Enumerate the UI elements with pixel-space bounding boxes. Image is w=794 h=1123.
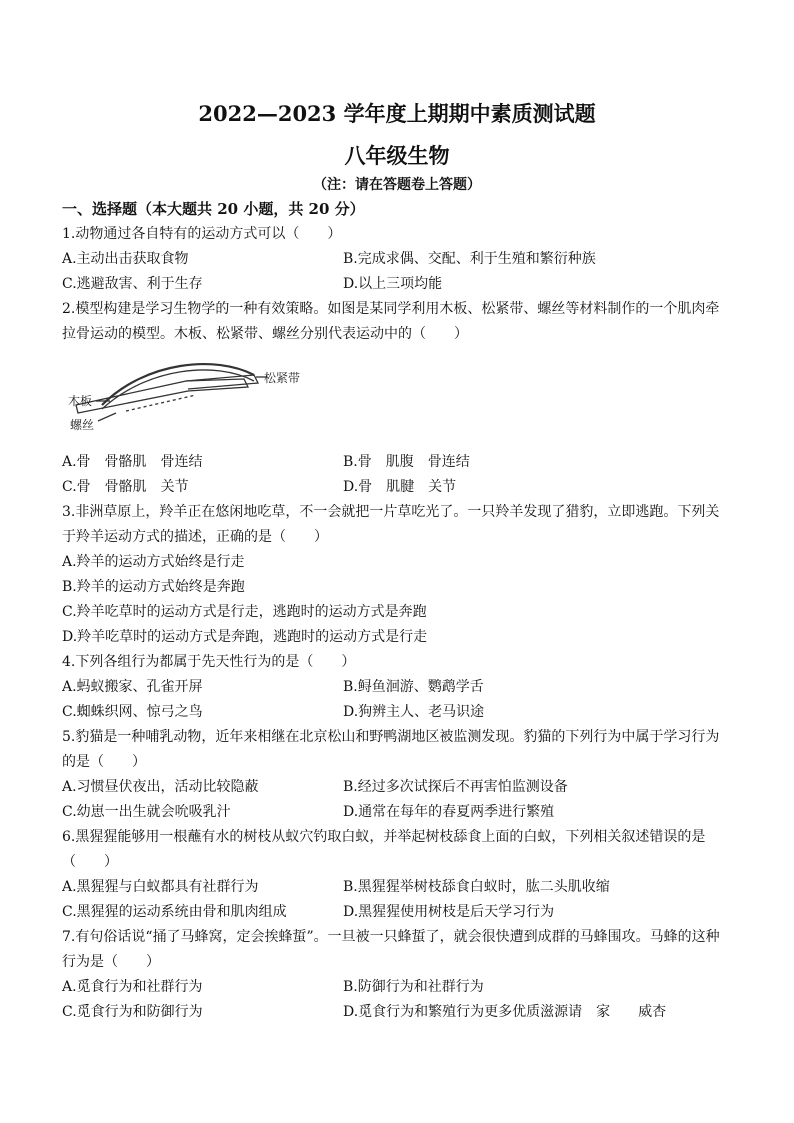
q5-option-d: D.通常在每年的春夏两季进行繁殖 xyxy=(343,804,555,820)
q5-stem-line2: 的是（ ） xyxy=(62,754,146,770)
q7-option-c: C.觅食行为和防御行为 xyxy=(62,1004,203,1020)
q1-stem: 1.动物通过各自特有的运动方式可以（ ） xyxy=(62,226,342,242)
q1-option-b: B.完成求偶、交配、利于生殖和繁衍种族 xyxy=(343,251,596,267)
q7-option-b: B.防御行为和社群行为 xyxy=(343,979,484,995)
q4-stem: 4.下列各组行为都属于先天性行为的是（ ） xyxy=(62,654,356,670)
q6-option-d: D.黑猩猩使用树枝是后天学习行为 xyxy=(343,904,555,920)
q1-option-c: C.逃避敌害、利于生存 xyxy=(62,276,203,292)
q6-stem-line1: 6.黑猩猩能够用一根蘸有水的树枝从蚁穴钓取白蚁，并举起树枝舔食上面的白蚁，下列相关叙述错误的是 xyxy=(62,829,706,845)
q4-option-b: B.鲟鱼洄游、鹦鹉学舌 xyxy=(343,679,484,695)
q7-stem-line1: 7.有句俗话说“捅了马蜂窝，定会挨蜂蜇”。一旦被一只蜂蜇了，就会很快遭到成群的马蜂围攻。马蜂的这种 xyxy=(62,929,720,945)
q5-option-c: C.幼崽一出生就会吮吸乳汁 xyxy=(62,804,231,820)
exam-title: 2022—2023 学年度上期期中素质测试题 xyxy=(198,101,596,126)
section-heading: 一、选择题（本大题共 20 小题，共 20 分） xyxy=(62,200,365,218)
q5-option-a: A.习惯昼伏夜出，活动比较隐蔽 xyxy=(62,779,259,795)
elastic-band-shape xyxy=(102,364,254,405)
q2-option-d: D.骨 肌腱 关节 xyxy=(343,479,457,495)
figure-label-screw: 螺丝 xyxy=(70,418,95,432)
q6-option-b: B.黑猩猩举树枝舔食白蚁时，肱二头肌收缩 xyxy=(343,879,610,895)
screw-leader-line xyxy=(98,413,116,421)
muscle-model-figure xyxy=(66,353,316,439)
q3-option-c: C.羚羊吃草时的运动方式是行走，逃跑时的运动方式是奔跑 xyxy=(62,604,427,620)
figure-label-band: 松紧带 xyxy=(264,371,301,385)
q1-option-d: D.以上三项均能 xyxy=(343,276,443,292)
q7-option-a: A.觅食行为和社群行为 xyxy=(62,979,203,995)
q6-stem-line2: （ ） xyxy=(62,854,118,870)
lower-board-shape xyxy=(76,379,248,413)
q4-option-d: D.狗辨主人、老马识途 xyxy=(343,704,485,720)
q6-option-a: A.黑猩猩与白蚁都具有社群行为 xyxy=(62,879,259,895)
q1-option-a: A.主动出击获取食物 xyxy=(62,251,189,267)
figure-label-board: 木板 xyxy=(68,394,93,408)
q4-option-c: C.蜘蛛织网、惊弓之鸟 xyxy=(62,704,203,720)
q7-option-d: D.觅食行为和繁殖行为更多优质滋源请 家 威杏 xyxy=(343,1004,667,1020)
q5-stem-line1: 5.豹猫是一种哺乳动物，近年来相继在北京松山和野鸭湖地区被监测发现。豹猫的下列行为中属于学习行为 xyxy=(62,729,720,745)
q3-option-a: A.羚羊的运动方式始终是行走 xyxy=(62,554,245,570)
q3-option-b: B.羚羊的运动方式始终是奔跑 xyxy=(62,579,245,595)
exam-subject: 八年级生物 xyxy=(344,143,450,168)
q4-option-a: A.蚂蚁搬家、孔雀开屏 xyxy=(62,679,203,695)
exam-note: （注：请在答题卷上答题） xyxy=(313,177,481,193)
q5-option-b: B.经过多次试探后不再害怕监测设备 xyxy=(343,779,568,795)
q2-option-b: B.骨 肌腹 骨连结 xyxy=(343,454,470,470)
q3-option-d: D.羚羊吃草时的运动方式是奔跑，逃跑时的运动方式是行走 xyxy=(62,629,428,645)
dashed-line xyxy=(126,395,196,411)
q2-option-a: A.骨 骨骼肌 骨连结 xyxy=(62,454,203,470)
q7-stem-line2: 行为是（ ） xyxy=(62,954,160,970)
q3-stem-line1: 3.非洲草原上，羚羊正在悠闲地吃草，不一会就把一片草吃光了。一只羚羊发现了猎豹，立即逃跑。下列关 xyxy=(62,504,720,520)
q2-option-c: C.骨 骨骼肌 关节 xyxy=(62,479,189,495)
q3-stem-line2: 于羚羊运动方式的描述，正确的是（ ） xyxy=(62,529,328,545)
q2-stem-line1: 2.模型构建是学习生物学的一种有效策略。如图是某同学利用木板、松紧带、螺丝等材料制作的一个肌肉牵 xyxy=(62,301,720,317)
q6-option-c: C.黑猩猩的运动系统由骨和肌肉组成 xyxy=(62,904,287,920)
q2-stem-line2: 拉骨运动的模型。木板、松紧带、螺丝分别代表运动中的（ ） xyxy=(62,326,468,342)
